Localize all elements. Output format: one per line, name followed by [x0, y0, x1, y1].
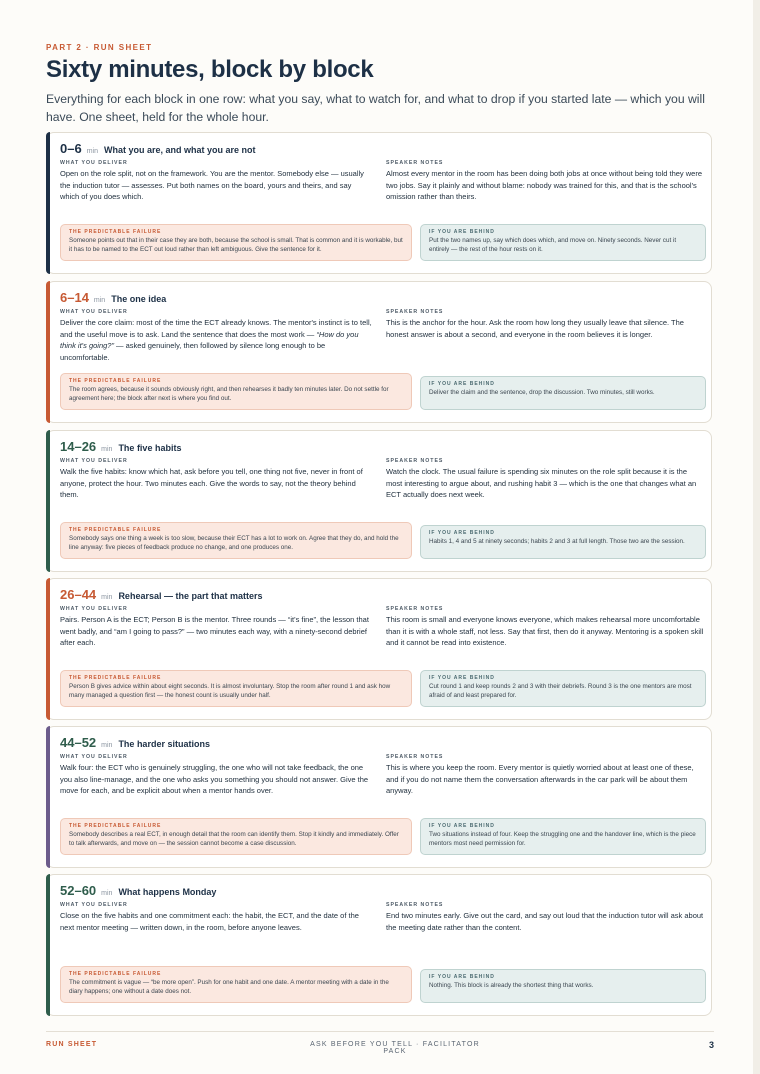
footer-divider — [46, 1031, 714, 1032]
deliver-column — [60, 309, 372, 363]
deliver-column — [60, 754, 372, 797]
deliver-text: Walk four: the ECT who is genuinely struggling, the one who will not take feedback, the one you also line-manage, and the one who asks you something you should not answer. Give the move for each, and be explicit about when a mentor hands over. — [60, 763, 369, 796]
notes-text: Almost every mentor in the room has been doing both jobs at once without being told they were two jobs. Say it plainly and without blame: nobody was trained for this, and that is the school's omission rather than theirs. — [386, 169, 703, 202]
failure-box — [60, 818, 412, 855]
notes-text: This is where you keep the room. Every mentor is quietly worried about at least one of these, and if you do not name them the conversation afterwards in the car park will be about them anyway. — [386, 763, 694, 796]
failure-text: The commitment is vague — “be more open”. Push for one habit and one date. A mentor meeting with a date in the diary happens; one without a date does not. — [69, 978, 389, 996]
run-block-52-60 — [46, 874, 712, 1016]
notes-label: SPEAKER NOTES — [386, 309, 444, 315]
behind-text: Deliver the claim and the sentence, drop the discussion. Two minutes, still works. — [429, 389, 655, 396]
failure-label: THE PREDICTABLE FAILURE — [69, 377, 162, 384]
behind-box — [420, 525, 706, 559]
failure-text: Somebody says one thing a week is too slow, because their ECT has a lot to work on. Agree that they do, and hold the line anyway: five pieces of feedback produce no change, and one produces one. — [69, 534, 399, 552]
notes-text: This is the anchor for the hour. Ask the room how long they usually leave that silence. The honest answer is about a second, and everyone in the room believes it is longer. — [386, 318, 684, 339]
notes-column — [386, 902, 704, 933]
page-number: 3 — [708, 1040, 714, 1050]
notes-column — [386, 458, 704, 501]
deliver-key-question: “How do you think it's going?” — [60, 329, 359, 351]
block-min-unit: min — [101, 890, 113, 897]
deliver-label: WHAT YOU DELIVER — [60, 754, 128, 760]
behind-text: Two situations instead of four. Keep the struggling one and the handover line, which is the piece mentors most need permission for. — [429, 830, 696, 848]
failure-label: THE PREDICTABLE FAILURE — [69, 822, 162, 829]
failure-text: The room agrees, because it sounds obviously right, and then rehearses it badly ten minutes later. Do not settle for agreement here; the block after next is where you find out. — [69, 385, 389, 403]
behind-label: IF YOU ARE BEHIND — [429, 530, 495, 536]
failure-box — [60, 670, 412, 707]
behind-box — [420, 818, 706, 855]
run-block-26-44 — [46, 578, 712, 720]
deliver-label: WHAT YOU DELIVER — [60, 309, 128, 315]
block-min-unit: min — [93, 297, 106, 304]
behind-box — [420, 969, 706, 1003]
block-min-unit: min — [86, 148, 98, 155]
block-title: The harder situations — [118, 739, 210, 749]
behind-text: Cut round 1 and keep rounds 2 and 3 with their debriefs. Round 3 is the one mentors are most afraid of and least prepared for. — [429, 682, 692, 700]
page-edge — [753, 0, 760, 1074]
block-heading — [60, 140, 256, 158]
behind-box — [420, 224, 706, 261]
notes-label: SPEAKER NOTES — [386, 754, 444, 760]
block-time: 52–60 — [60, 883, 97, 898]
run-block-14-26 — [46, 430, 712, 572]
block-title: What you are, and what you are not — [103, 145, 256, 155]
notes-label: SPEAKER NOTES — [386, 160, 444, 166]
block-min-unit: min — [101, 594, 113, 601]
block-min-unit: min — [101, 742, 113, 749]
notes-text: Watch the clock. The usual failure is spending six minutes on the role split because it is the most interesting to argue about, and rushing habit 3 — which is the one that changes what an ECT actually does next week. — [386, 467, 697, 500]
failure-box — [60, 522, 412, 559]
behind-label: IF YOU ARE BEHIND — [429, 228, 495, 235]
failure-box — [60, 966, 412, 1003]
failure-label: THE PREDICTABLE FAILURE — [69, 228, 162, 235]
notes-label: SPEAKER NOTES — [386, 606, 444, 612]
behind-label: IF YOU ARE BEHIND — [429, 974, 495, 980]
deliver-label: WHAT YOU DELIVER — [60, 160, 128, 166]
failure-text: Someone points out that in their case they are both, because the school is small. That is common and it is workable, but it has to be named to the ECT out loud rather than left ambiguous. Give the sentence for it. — [69, 236, 403, 254]
block-heading — [60, 882, 216, 900]
block-heading — [60, 586, 262, 604]
block-heading — [60, 734, 210, 752]
failure-box — [60, 373, 412, 410]
deliver-text-before: Deliver the core claim: most of the time the ECT already knows. The mentor's instinct is to tell, and the useful move is to ask. Land the sentence that does the most work — — [60, 318, 372, 339]
deliver-column — [60, 458, 372, 501]
notes-column — [386, 754, 704, 797]
deliver-column — [60, 902, 372, 933]
behind-text: Nothing. This block is already the shortest thing that works. — [429, 982, 594, 989]
block-time: 6–14 — [60, 290, 89, 305]
block-time: 0–6 — [60, 141, 82, 156]
deliver-label: WHAT YOU DELIVER — [60, 902, 128, 908]
notes-label: SPEAKER NOTES — [386, 902, 444, 908]
failure-label: THE PREDICTABLE FAILURE — [69, 526, 162, 533]
block-title: Rehearsal — the part that matters — [118, 591, 263, 601]
notes-column — [386, 606, 704, 649]
footer-section-label: RUN SHEET — [46, 1041, 98, 1048]
run-block-0-6 — [46, 132, 712, 274]
block-heading — [60, 289, 166, 307]
behind-label: IF YOU ARE BEHIND — [429, 674, 495, 681]
failure-text: Somebody describes a real ECT, in enough detail that the room can identify them. Stop it kindly and immediately. Offer to talk afterwards, and move on — the session cannot become a case discussion. — [69, 830, 399, 848]
deliver-label: WHAT YOU DELIVER — [60, 458, 128, 464]
failure-box — [60, 224, 412, 261]
notes-column — [386, 160, 704, 203]
block-accent-bar — [46, 874, 50, 1016]
notes-column — [386, 309, 704, 340]
failure-label: THE PREDICTABLE FAILURE — [69, 970, 162, 977]
deliver-text: Close on the five habits and one commitment each: the habit, the ECT, and the date of the next mentor meeting — written down, in the room, before anyone leaves. — [60, 911, 359, 932]
behind-label: IF YOU ARE BEHIND — [429, 822, 495, 829]
block-title: The five habits — [118, 443, 182, 453]
behind-text: Habits 1, 4 and 5 at ninety seconds; habits 2 and 3 at full length. Those two are the session. — [429, 538, 685, 545]
block-accent-bar — [46, 132, 50, 274]
block-accent-bar — [46, 430, 50, 572]
behind-box — [420, 376, 706, 410]
block-time: 44–52 — [60, 735, 97, 750]
block-title: What happens Monday — [118, 887, 217, 897]
behind-text: Put the two names up, say which does which, and move on. Ninety seconds. Never cut it entirely — the rest of the hour rests on it. — [429, 236, 677, 254]
failure-text: Person B gives advice within about eight seconds. It is almost involuntary. Stop the room after round 1 and ask how many managed a question first — the honest count is usually under half. — [69, 682, 391, 700]
page-title: Sixty minutes, block by block — [46, 56, 374, 83]
page-intro: Everything for each block in one row: what you say, what to watch for, and what to drop if you started late — which you will have. One sheet, held for the whole hour. — [46, 92, 705, 124]
deliver-text: Pairs. Person A is the ECT; Person B is the mentor. Three rounds — “it's fine”, the lesson that went badly, and “am I going to pass?” — two minutes each way, with a ninety-second debrief after each. — [60, 615, 369, 648]
block-accent-bar — [46, 281, 50, 423]
behind-box — [420, 670, 706, 707]
deliver-text: Open on the role split, not on the framework. You are the mentor. Somebody else — usually the induction tutor — assesses. Put both names on the board, yours and theirs, and say which of you does which. — [60, 169, 364, 202]
run-block-6-14 — [46, 281, 712, 423]
block-time: 26–44 — [60, 587, 97, 602]
deliver-column — [60, 160, 372, 203]
block-time: 14–26 — [60, 439, 97, 454]
run-block-44-52 — [46, 726, 712, 868]
section-kicker: PART 2 · RUN SHEET — [46, 43, 153, 52]
block-title: The one idea — [111, 294, 167, 304]
notes-label: SPEAKER NOTES — [386, 458, 444, 464]
deliver-text-after: — asked genuinely, then followed by silence long enough to be uncomfortable. — [60, 341, 326, 362]
block-heading — [60, 438, 181, 456]
notes-text: This room is small and everyone knows everyone, which makes rehearsal more uncomfortable than it is with a whole staff, not less. Say that first, then do it anyway. Mentoring is a spoken skill and it cannot be read into existence. — [386, 615, 704, 648]
behind-label: IF YOU ARE BEHIND — [429, 381, 495, 387]
deliver-text — [60, 317, 372, 363]
block-accent-bar — [46, 578, 50, 720]
block-min-unit: min — [101, 446, 113, 453]
footer-publication-title: ASK BEFORE YOU TELL · FACILITATOR PACK — [310, 1041, 480, 1055]
failure-label: THE PREDICTABLE FAILURE — [69, 674, 162, 681]
block-accent-bar — [46, 726, 50, 868]
deliver-column — [60, 606, 372, 649]
notes-text: End two minutes early. Give out the card, and say out loud that the induction tutor will ask about the meeting date rather than the content. — [386, 911, 704, 932]
deliver-label: WHAT YOU DELIVER — [60, 606, 128, 612]
deliver-text: Walk the five habits: know which hat, ask before you tell, one thing not five, never in front of anyone, protect the hour. Two minutes each. Give the words to say, not the theory behind them. — [60, 467, 363, 500]
